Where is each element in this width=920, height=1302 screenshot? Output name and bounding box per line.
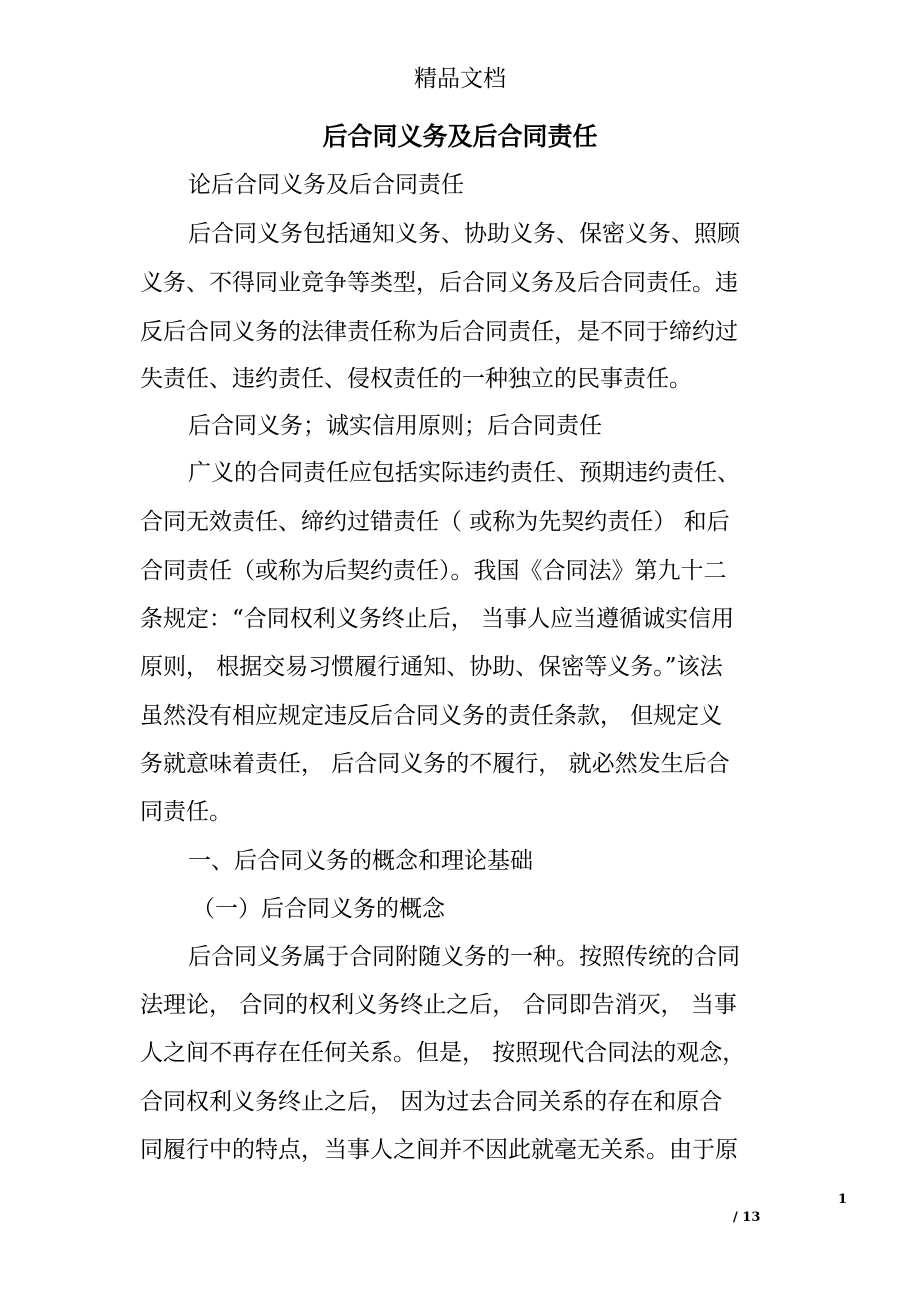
section-heading: 一、后合同义务的概念和理论基础 — [188, 848, 533, 874]
body-line: 条规定：“合同权利义务终止后， 当事人应当遵循诚实信用 — [140, 606, 735, 632]
page-total: / 13 — [733, 1210, 761, 1225]
subsection-heading: （一）后合同义务的概念 — [192, 896, 445, 922]
body-line: 论后合同义务及后合同责任 — [188, 172, 464, 198]
body-line: 失责任、违约责任、侵权责任的一种独立的民事责任。 — [140, 366, 692, 392]
body-line: 法理论， 合同的权利义务终止之后， 合同即告消灭， 当事 — [140, 992, 737, 1018]
body-line: 广义的合同责任应包括实际违约责任、预期违约责任、 — [188, 460, 740, 486]
body-line: 后合同义务；诚实信用原则；后合同责任 — [188, 413, 602, 439]
body-line: 反后合同义务的法律责任称为后合同责任，是不同于缔约过 — [140, 319, 738, 345]
body-line: 虽然没有相应规定违反后合同义务的责任条款， 但规定义 — [140, 703, 723, 729]
body-line: 合同责任（或称为后契约责任）。我国《合同法》第九十二 — [140, 558, 727, 584]
body-line: 合同权利义务终止之后， 因为过去合同关系的存在和原合 — [140, 1089, 723, 1115]
body-line: 同责任。 — [140, 799, 232, 825]
body-line: 原则， 根据交易习惯履行通知、协助、保密等义务。”该法 — [140, 654, 723, 680]
body-line: 后合同义务包括通知义务、协助义务、保密义务、照顾 — [188, 221, 740, 247]
page-header: 精品文档 — [414, 66, 506, 92]
body-line: 后合同义务属于合同附随义务的一种。按照传统的合同 — [188, 944, 740, 970]
page-number: 1 — [838, 1192, 848, 1207]
body-line: 合同无效责任、缔约过错责任（ 或称为先契约责任） 和后 — [140, 509, 730, 535]
body-line: 务就意味着责任， 后合同义务的不履行， 就必然发生后合 — [140, 751, 730, 777]
body-line: 义务、不得同业竞争等类型，后合同义务及后合同责任。违 — [140, 270, 738, 296]
body-line: 人之间不再存在任何关系。但是， 按照现代合同法的观念， — [140, 1040, 746, 1066]
body-line: 同履行中的特点，当事人之间并不因此就毫无关系。由于原 — [140, 1137, 738, 1163]
document-title: 后合同义务及后合同责任 — [322, 122, 598, 151]
